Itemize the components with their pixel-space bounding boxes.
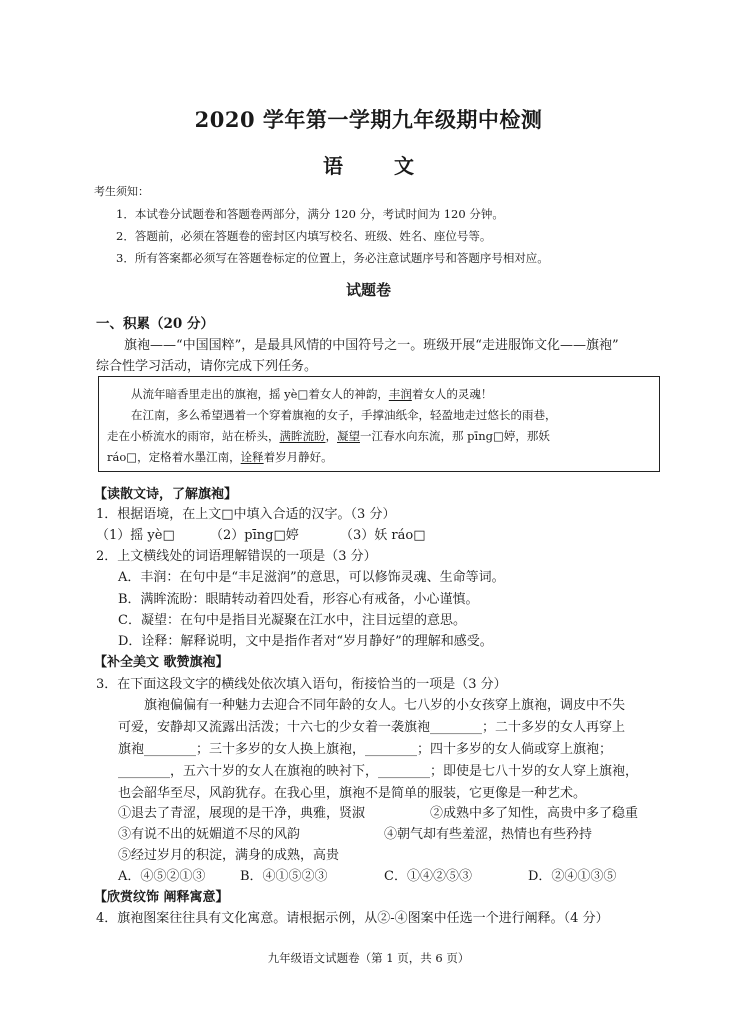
question-3-text-3: 旗袍________；三十多岁的女人换上旗袍，________；四十多岁的女人倘或穿上旗袍； [118,742,613,757]
subject-title: 语 文 [323,154,436,178]
question-3-choice-3: ③有说不出的妩媚道不尽的风韵 [118,827,301,842]
question-3-text-5: 也会韶华至尽，风韵犹存。在我心里，旗袍不是简单的服装，它更像是一种艺术。 [118,786,587,801]
question-3-option-c: C．①④②⑤③ [384,869,472,884]
exam-title: 2020 学年第一学期九年级期中检测 [194,107,543,132]
passage-line-1: 从流年暗香里走出的旗袍，摇 yè□着女人的神韵，丰润着女人的灵魂！ [131,387,493,401]
passage-line-3: 走在小桥流水的雨帘，站在桥头，满眸流盼，凝望一江春水向东流，那 pīng□婷，那妖 [107,429,550,443]
paper-title: 试题卷 [345,281,391,299]
question-3-text-4: ________，五六十岁的女人在旗袍的映衬下，________；即使是七八十岁的女人穿上旗袍， [118,764,639,779]
notice-item-2: 2．答题前，必须在答题卷的密封区内填写校名、班级、姓名、座位号等。 [116,229,492,243]
part-bar-3: 【欣赏纹饰 阐释寓意】 [94,890,229,905]
question-1-item-1: （1）摇 yè□ [96,528,175,543]
question-1-item-2: （2）pīng□婷 [210,528,299,543]
passage-line-4: ráo□，定格着水墨江南，诠释着岁月静好。 [107,450,333,464]
notice-heading: 考生须知： [94,185,149,198]
question-2-option-c: C．凝望：在句中是指目光凝聚在江水中，注目远望的意思。 [118,613,466,628]
notice-item-3: 3．所有答案都必须写在答题卷标定的位置上，务必注意试题序号和答题序号相对应。 [116,251,549,265]
part-bar-2: 【补全美文 歌赞旗袍】 [94,655,229,670]
question-3-option-d: D．②④①③⑤ [528,869,617,884]
question-2: 2．上文横线处的词语理解错误的一项是（3 分） [96,549,377,564]
section-heading: 一、积累（20 分） [96,316,214,332]
question-3: 3．在下面这段文字的横线处依次填入语句，衔接恰当的一项是（3 分） [96,677,507,692]
question-2-option-d: D．诠释：解释说明，文中是指作者对“岁月静好”的理解和感受。 [118,634,493,649]
question-4: 4．旗袍图案往往具有文化寓意。请根据示例，从②-④图案中任选一个进行阐释。（4 分） [96,911,609,926]
passage-line-2: 在江南，多么希望遇着一个穿着旗袍的女子，手撑油纸伞，轻盈地走过悠长的雨巷， [131,408,557,422]
page-footer: 九年级语文试题卷（第 1 页，共 6 页） [267,951,470,965]
question-1-item-3: （3）妖 ráo□ [340,528,426,543]
question-3-choice-2: ②成熟中多了知性，高贵中多了稳重 [430,806,639,821]
section-intro-line-2: 综合性学习活动，请你完成下列任务。 [96,359,318,374]
part-bar-1: 【读散文诗，了解旗袍】 [94,487,238,502]
question-2-option-b: B．满眸流盼：眼睛转动着四处看，形容心有戒备，小心谨慎。 [118,592,479,607]
question-2-option-a: A．丰润：在句中是“丰足滋润”的意思，可以修饰灵魂、生命等词。 [118,570,505,585]
question-1: 1．根据语境，在上文□中填入合适的汉字。（3 分） [96,507,396,522]
question-3-option-b: B．④①⑤②③ [240,869,328,884]
question-3-choice-1: ①退去了青涩，展现的是干净，典雅，贤淑 [118,806,366,821]
underlined-word: 凝望 [337,429,360,443]
question-3-choice-5: ⑤经过岁月的积淀，满身的成熟，高贵 [118,848,340,863]
underlined-word: 诠释 [240,450,264,464]
question-3-text-2: 可爱，安静却又流露出活泼；十六七的少女着一袭旗袍________；二十多岁的女人再穿上 [118,720,626,735]
underlined-word: 满眸流盼 [279,429,326,443]
question-3-text-1: 旗袍偏偏有一种魅力去迎合不同年龄的女人。七八岁的小女孩穿上旗袍，调皮中不失 [144,698,626,713]
underlined-word: 丰润 [388,387,412,401]
notice-item-1: 1．本试卷分试题卷和答题卷两部分，满分 120 分，考试时间为 120 分钟。 [116,207,504,221]
section-intro-line-1: 旗袍——“中国国粹”，是最具风情的中国符号之一。班级开展“走进服饰文化——旗袍” [124,338,619,353]
question-3-choice-4: ④朝气却有些羞涩，热情也有些矜持 [384,827,593,842]
question-3-option-a: A．④⑤②①③ [118,869,206,884]
passage-box [98,376,660,472]
